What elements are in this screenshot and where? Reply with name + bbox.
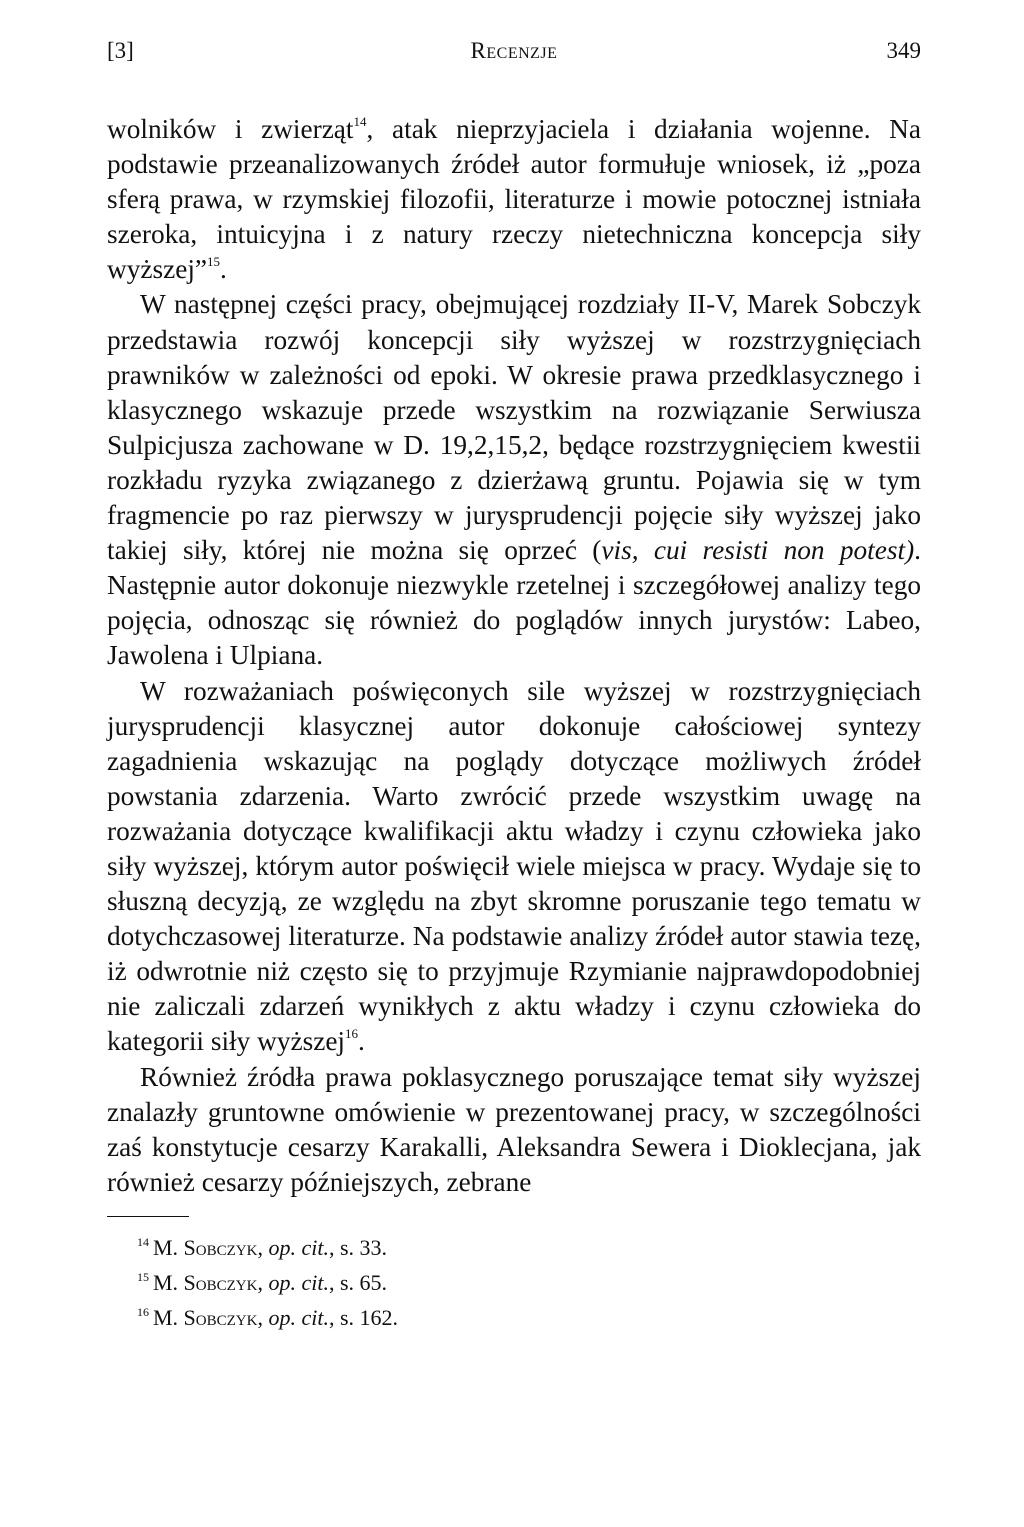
footnote-number: 16 [137, 1305, 149, 1319]
footnote-page: , s. 162. [328, 1305, 399, 1330]
page-number: 349 [886, 38, 921, 63]
footnote-separator-text: , [257, 1305, 269, 1330]
text-run: . [220, 254, 227, 285]
footnote-author: M. Sobczyk [153, 1270, 258, 1295]
text-run: Również źródła prawa poklasycznego poruszające temat siły wyższej znalazły gruntowne omówienie w prezentowanej pracy, w szczególności zaś konstytucje cesarzy Karakalli, Aleksandra Sewera i Dioklecjana, jak również cesarzy późniejszych, zebrane [107, 1061, 921, 1197]
footnote-number: 14 [137, 1235, 149, 1249]
text-run: . [358, 1026, 365, 1057]
text-run: W rozważaniach poświęconych sile wyższej w rozstrzygnięciach jurysprudencji klasycznej autor dokonuje całościowej syntezy zagadnienia wskazując na poglądy dotyczące możliwych źródeł powstania zdarzenia. Warto zwrócić przede wszystkim uwagę na rozważania dotyczące kwalifikacji aktu władzy i czynu człowieka jako siły wyższej, którym autor poświęcił wiele miejsca w pracy. Wydaje się to słuszną decyzją, ze względu na zbyt skromne poruszanie tego tematu w dotychczasowej literaturze. Na podstawie analizy źródeł autor stawia tezę, iż odwrotnie niż często się to przyjmuje Rzymianie najprawdopodobniej nie zaliczali zdarzeń wynikłych z aktu władzy i czynu człowieka do kategorii siły wyższej [107, 675, 921, 1057]
section-number: [3] [107, 38, 134, 63]
text-run: , atak nieprzyjaciela i działania wojenne. Na podstawie przeanalizowanych źródeł autor formułuje wniosek, iż „poza sferą prawa, w rzymskiej filozofii, literaturze i mowie potocznej istniała szeroka, intuicyjna i z natury rzeczy nietechniczna koncepcja siły wyższej” [107, 114, 921, 285]
footnote-reference: op. cit. [268, 1235, 329, 1260]
footnote-reference: op. cit. [268, 1270, 329, 1295]
paragraph [107, 674, 921, 1060]
paragraph [107, 1060, 921, 1200]
footnote-page: , s. 65. [328, 1270, 388, 1295]
footnote-separator-text: , [257, 1235, 269, 1260]
text-run: wolników i zwierząt [107, 114, 354, 144]
footnote-reference: op. cit. [268, 1305, 329, 1330]
footnote-marker: 15 [207, 254, 221, 270]
footnote-separator-text: , [257, 1270, 269, 1295]
footnotes [137, 1230, 398, 1335]
paragraph [107, 112, 921, 287]
footnote [137, 1230, 398, 1265]
footnote-author: M. Sobczyk [153, 1305, 258, 1330]
footnote-marker: 16 [345, 1026, 359, 1042]
text-run: . Następnie autor dokonuje niezwykle rzetelnej i szczegółowej analizy tego pojęcia, odnosząc się również do poglądów innych jurystów: Labeo, Jawolena i Ulpiana. [107, 535, 921, 671]
paragraph [107, 287, 921, 673]
footnote-page: , s. 33. [328, 1235, 388, 1260]
main-text [107, 112, 921, 1200]
footnote-marker: 14 [353, 114, 367, 129]
text-run: W następnej części pracy, obejmującej rozdziały II-V, Marek Sobczyk przedstawia rozwój koncepcji siły wyższej w rozstrzygnięciach prawników w zależności od epoki. W okresie prawa przedklasycznego i klasycznego wskazuje przede wszystkim na rozwiązanie Serwiusza Sulpicjusza zachowane w D. 19,2,15,2, będące rozstrzygnięciem kwestii rozkładu ryzyka związanego z dzierżawą gruntu. Pojawia się w tym fragmencie po raz pierwszy w jurysprudencji pojęcie siły wyższej jako takiej siły, której nie można się oprzeć ( [107, 289, 921, 566]
running-title: Recenzje [470, 38, 558, 63]
footnote-number: 15 [137, 1270, 149, 1284]
running-header [107, 34, 921, 68]
italic-phrase: vis, cui resisti non potest) [601, 535, 915, 566]
footnote [137, 1300, 398, 1335]
footnote [137, 1265, 398, 1300]
footnote-separator [107, 1216, 189, 1217]
footnote-author: M. Sobczyk [153, 1235, 258, 1260]
